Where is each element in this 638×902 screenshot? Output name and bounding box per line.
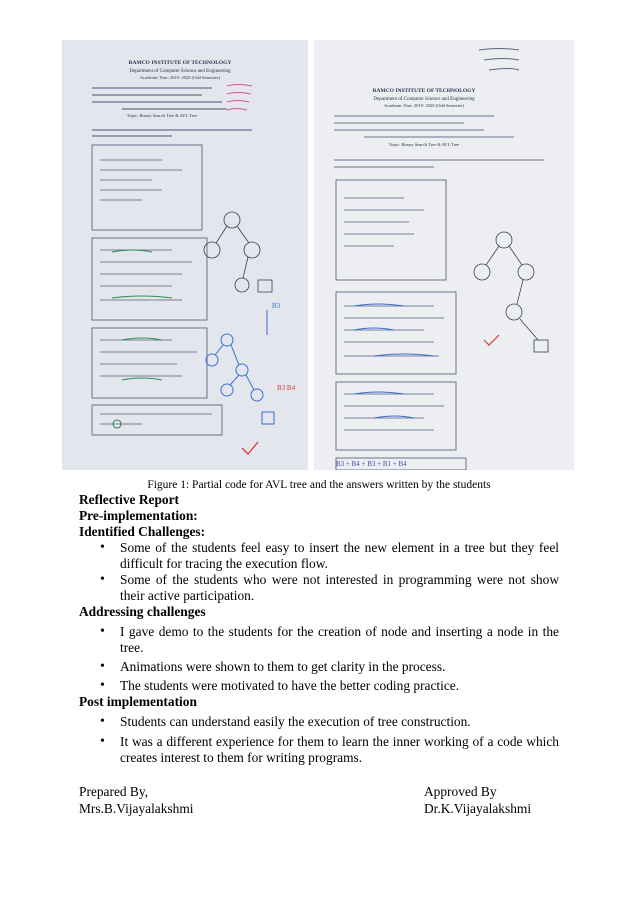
- reflective-report: [79, 492, 559, 766]
- list-item: • Students can understand easily the execution of tree construction.: [79, 714, 559, 730]
- addressing-list: [79, 624, 559, 694]
- list-item: • It was a different experience for them to learn the inner working of a code which creates interest to them for writing programs.: [79, 734, 559, 766]
- addressing-challenges-heading: Addressing challenges: [79, 604, 206, 619]
- post-implementation-heading: Post implementation: [79, 694, 197, 709]
- post-list: [79, 714, 559, 766]
- report-title: Reflective Report: [79, 492, 180, 507]
- right-header-line-3: Academic Year: 2019- 2020 (Odd Semester): [384, 103, 464, 108]
- right-header-line-1: RAMCO INSTITUTE OF TECHNOLOGY: [372, 88, 476, 94]
- right-worksheet-photo: [314, 40, 574, 470]
- left-header-line-2: Department of Computer Science and Engineering: [129, 69, 231, 74]
- left-worksheet-photo: [62, 40, 308, 470]
- right-footer-note: B3 + B4 + B3 + B1 + B4: [336, 460, 407, 468]
- list-item: • Some of the students feel easy to insert the new element in a tree but they feel difficult for tracing the execution flow.: [79, 540, 559, 572]
- list-item: • Animations were shown to them to get clarity in the process.: [79, 659, 559, 675]
- figure-photos: [62, 40, 574, 470]
- svg-text:B3: B3: [272, 302, 281, 310]
- right-header-line-2: Department of Computer Science and Engineering: [373, 97, 475, 102]
- challenges-list: [79, 540, 559, 604]
- pre-implementation-heading: Pre-implementation:: [79, 508, 198, 523]
- list-item: • Some of the students who were not interested in programming were not show their active participation.: [79, 572, 559, 604]
- right-topic: Topic: Binary Search Tree & AVL Tree: [388, 142, 460, 147]
- list-item: • The students were motivated to have the better coding practice.: [79, 678, 559, 694]
- figure-caption: Figure 1: Partial code for AVL tree and the answers written by the students: [147, 479, 491, 491]
- list-item: • I gave demo to the students for the creation of node and inserting a node in the tree.: [79, 624, 559, 656]
- approved-by-name: Dr.K.Vijayalakshmi: [424, 801, 532, 816]
- left-topic: Topic: Binary Search Tree & AVL Tree: [126, 113, 198, 118]
- identified-challenges-heading: Identified Challenges:: [79, 524, 206, 539]
- prepared-by-label: Prepared By,: [79, 784, 149, 799]
- left-header-line-3: Academic Year: 2019- 2020 (Odd Semester): [140, 75, 220, 80]
- prepared-by-name: Mrs.B.Vijayalakshmi: [79, 801, 194, 816]
- left-footer-note: B3 B4: [277, 384, 296, 392]
- approved-by-label: Approved By: [424, 784, 497, 799]
- left-header-line-1: RAMCO INSTITUTE OF TECHNOLOGY: [128, 60, 232, 66]
